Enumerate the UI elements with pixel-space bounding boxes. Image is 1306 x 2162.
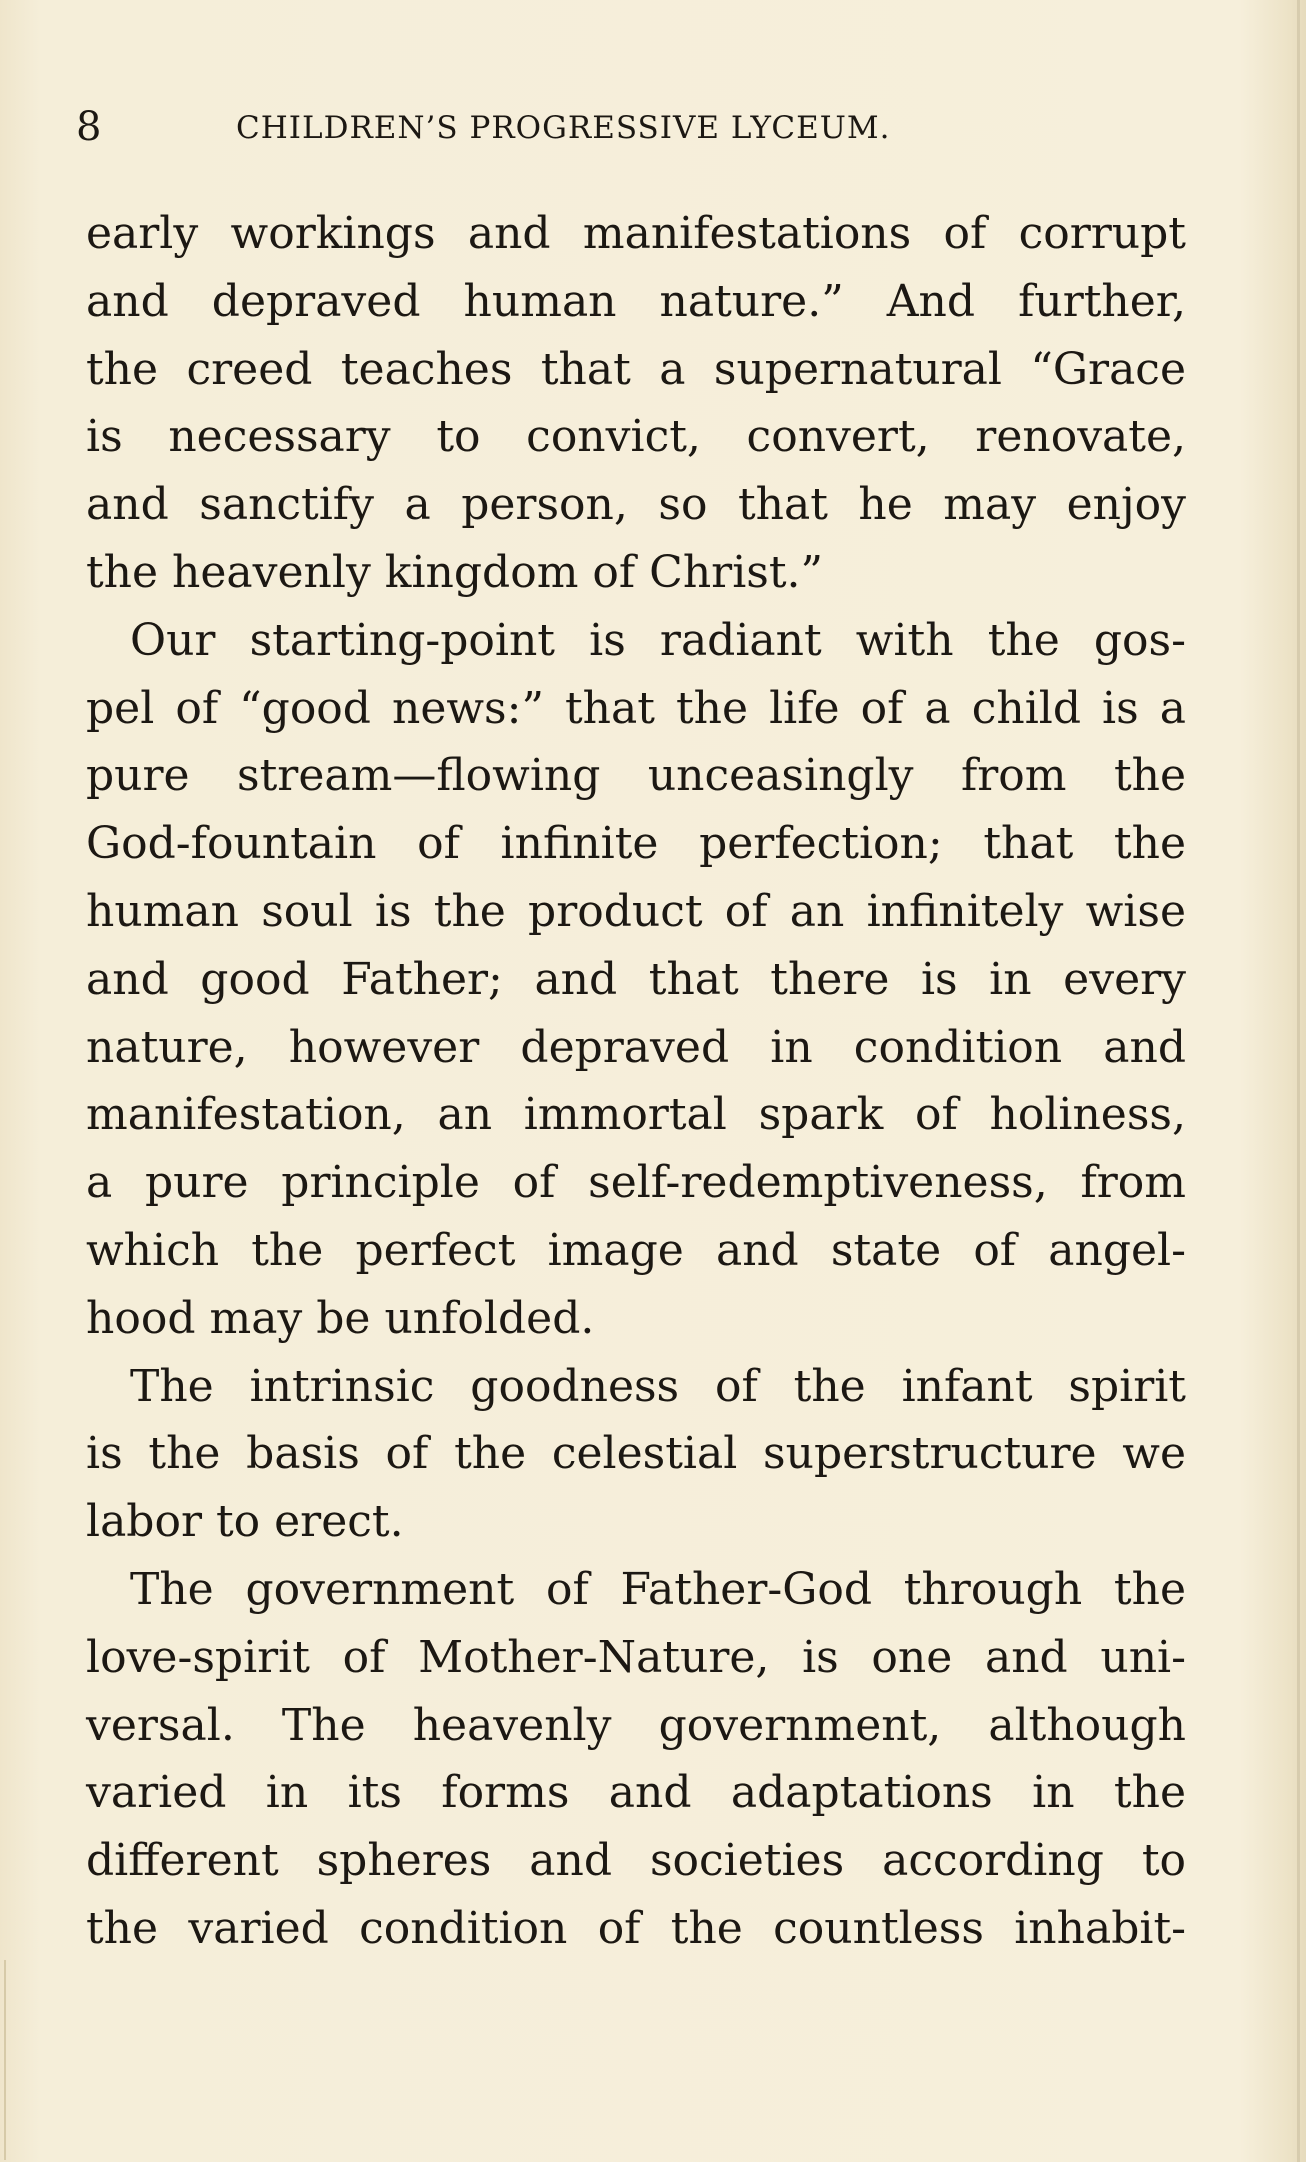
text-line: is the basis of the celestial superstructure we [86,1428,1186,1480]
text-line: love-spirit of Mother-Nature, is one and uni- [86,1631,1186,1683]
text-line: hood may be unfolded. [86,1292,595,1344]
text-line: the varied condition of the countless inhabit- [86,1902,1186,1954]
text-line: and good Father; and that there is in every [86,953,1186,1005]
text-line: labor to erect. [86,1496,404,1548]
text-line: human soul is the product of an infinitely wise [86,885,1186,937]
text-line: a pure principle of self-redemptiveness, from [86,1157,1186,1209]
body-text [86,200,1186,1963]
page-edge-right [1297,0,1300,2162]
text-line: God-fountain of infinite perfection; that the [86,818,1186,870]
text-line: The intrinsic goodness of the infant spirit [130,1360,1186,1412]
text-line: early workings and manifestations of corrupt [86,208,1186,259]
text-line: manifestation, an immortal spark of holiness, [86,1089,1186,1141]
text-line: pel of “good news:” that the life of a child is a [86,682,1186,734]
text-line: The government of Father-God through the [130,1563,1186,1615]
text-line: and sanctify a person, so that he may enjoy [86,479,1186,531]
page-number: 8 [76,104,102,150]
text-line: is necessary to convict, convert, renovate, [86,411,1186,463]
text-line: and depraved human nature.” And further, [86,275,1186,327]
text-line: versal. The heavenly government, although [86,1699,1186,1751]
text-line: which the perfect image and state of angel- [86,1224,1186,1276]
text-line: pure stream—flowing unceasingly from the [86,750,1186,802]
page-edge-left [4,1960,6,2160]
text-line: varied in its forms and adaptations in the [86,1767,1186,1819]
text-line: the creed teaches that a supernatural “Grace [86,343,1186,395]
page-header [76,102,1076,152]
text-line: Our starting-point is radiant with the gos- [130,614,1186,666]
text-line: the heavenly kingdom of Christ.” [86,546,824,598]
text-line: nature, however depraved in condition and [86,1021,1186,1073]
text-line: different spheres and societies according to [86,1835,1186,1887]
running-head: CHILDREN’S PROGRESSIVE LYCEUM. [236,110,891,146]
